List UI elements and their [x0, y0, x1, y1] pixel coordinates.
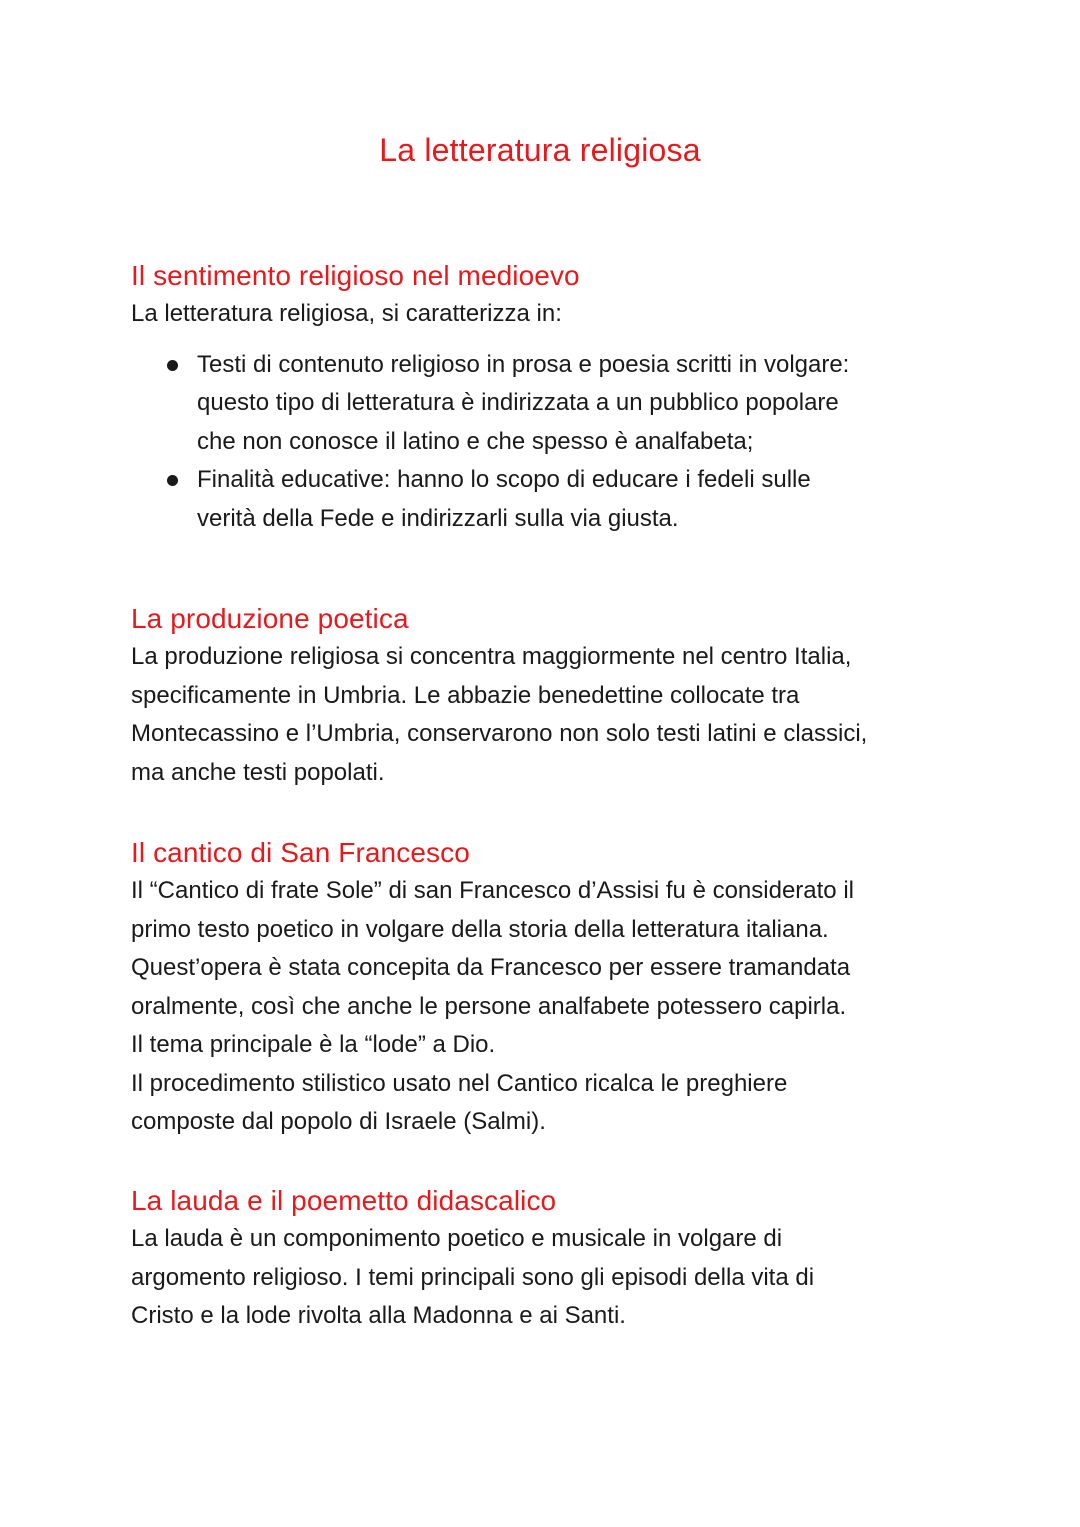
text-line: La lauda è un componimento poetico e musicale in volgare di: [131, 1225, 783, 1252]
text-line: Testi di contenuto religioso in prosa e poesia scritti in volgare:: [197, 350, 850, 378]
bullet-icon: [167, 475, 178, 486]
text-line: La produzione religiosa si concentra maggiormente nel centro Italia,: [131, 643, 852, 670]
text-line: che non conosce il latino e che spesso è analfabeta;: [197, 427, 754, 455]
document-title: La letteratura religiosa: [379, 132, 701, 168]
text-line: Cristo e la lode rivolta alla Madonna e ai Santi.: [131, 1302, 626, 1329]
bullet-item: [131, 346, 961, 462]
section-heading: La lauda e il poemetto didascalico: [131, 1185, 557, 1216]
text-line: questo tipo di letteratura è indirizzata a un pubblico popolare: [197, 389, 839, 416]
text-line: Il “Cantico di frate Sole” di san Francesco d’Assisi fu è considerato il: [131, 877, 854, 904]
text-line: Finalità educative: hanno lo scopo di educare i fedeli sulle: [197, 466, 811, 493]
section-paragraph: [131, 1220, 961, 1336]
section-sentimento-religioso: [131, 257, 961, 538]
bullet-icon: [167, 360, 178, 371]
text-line: Montecassino e l’Umbria, conservarono non solo testi latini e classici,: [131, 720, 868, 747]
text-line: Il tema principale è la “lode” a Dio.: [131, 1031, 496, 1058]
text-line: specificamente in Umbria. Le abbazie benedettine collocate tra: [131, 681, 800, 709]
text-line: ma anche testi popolati.: [131, 758, 385, 786]
section-intro: La letteratura religiosa, si caratterizza in:: [131, 300, 562, 327]
section-produzione-poetica: [131, 600, 961, 792]
text-line: argomento religioso. I temi principali sono gli episodi della vita di: [131, 1263, 815, 1291]
text-line: oralmente, così che anche le persone analfabete potessero capirla.: [131, 992, 847, 1020]
text-line: Quest’opera è stata concepita da Francesco per essere tramandata: [131, 954, 851, 981]
section-heading: La produzione poetica: [131, 603, 409, 634]
text-line: Il procedimento stilistico usato nel Cantico ricalca le preghiere: [131, 1069, 788, 1097]
text-line: primo testo poetico in volgare della storia della letteratura italiana.: [131, 915, 829, 943]
bullet-item: [131, 461, 961, 538]
section-lauda-poemetto: [131, 1182, 961, 1336]
section-heading: Il sentimento religioso nel medioevo: [131, 260, 580, 291]
text-line: verità della Fede e indirizzarli sulla via giusta.: [197, 504, 679, 532]
text-line: composte dal popolo di Israele (Salmi).: [131, 1108, 546, 1135]
section-paragraph: [131, 872, 961, 1142]
section-cantico-san-francesco: [131, 834, 961, 1142]
bullet-list: [131, 346, 961, 539]
section-paragraph: [131, 638, 961, 792]
section-heading: Il cantico di San Francesco: [131, 837, 470, 868]
